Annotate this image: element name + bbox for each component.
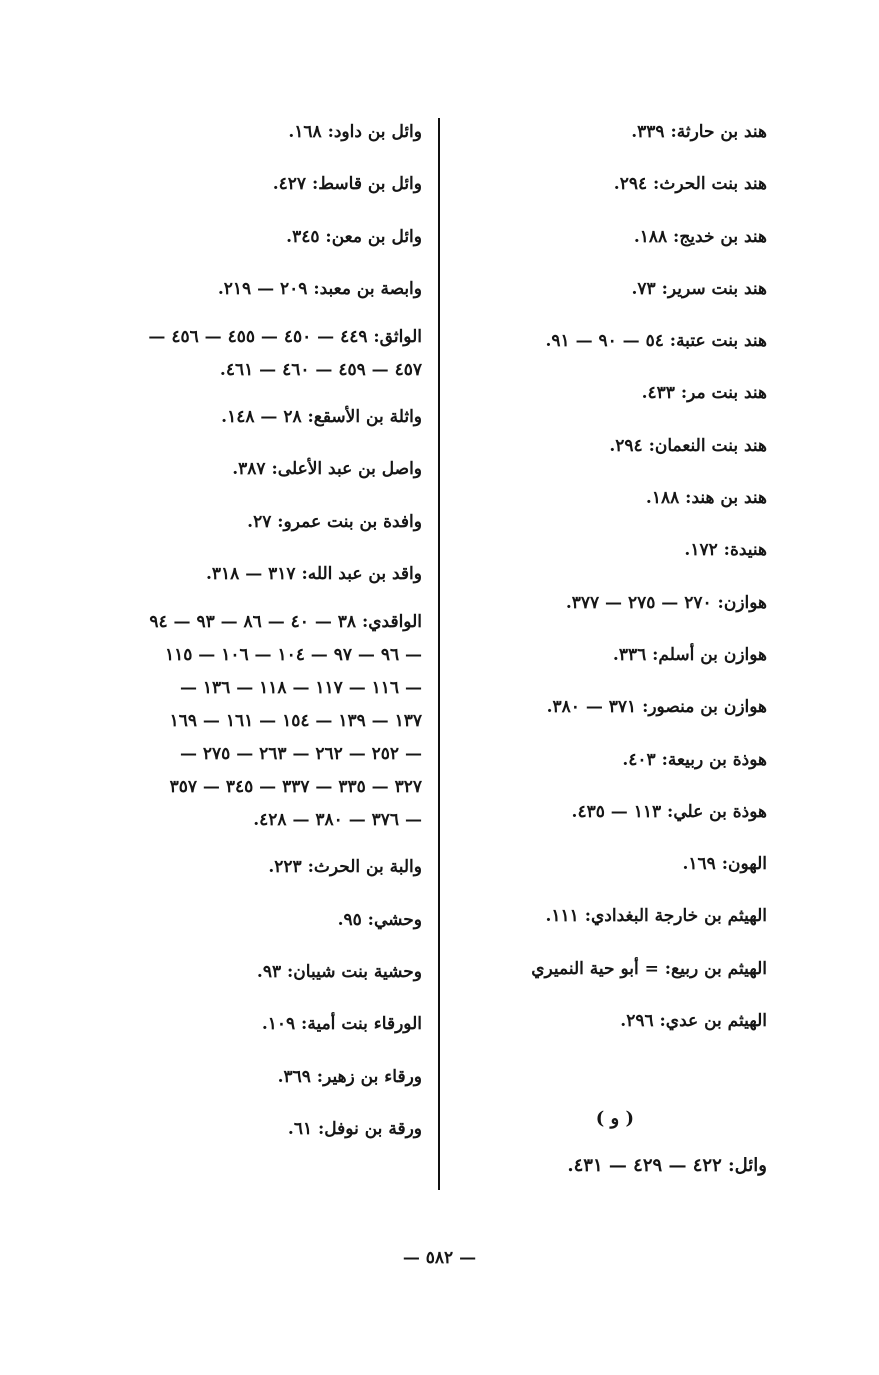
left-index-column [77,112,422,1161]
index-entry: هنيدة: ١٧٢. [684,540,767,561]
index-entry: وائل بن داود: ١٦٨. [288,122,422,142]
index-entry-wathiq [77,321,422,387]
index-entry-waqidi [77,606,422,837]
index-entry: هوازن بن أسلم: ٣٣٦. [612,644,767,665]
index-entry: الهيثم بن خارجة البغدادي: ١١١. [545,906,767,927]
entry-line: الواثق: ٤٤٩ — ٤٥٠ — ٤٥٥ — ٤٥٦ — [148,327,422,348]
index-entry: هوازن بن منصور: ٣٧١ — ٣٨٠. [546,697,767,718]
entry-line: الواقدي: ٣٨ — ٤٠ — ٨٦ — ٩٣ — ٩٤ [149,612,422,633]
index-entry: هند بنت النعمان: ٢٩٤. [609,435,767,456]
index-entry: وافدة بن بنت عمرو: ٢٧. [247,511,422,532]
index-entry: الورقاء بنت أمية: ١٠٩. [261,1014,422,1035]
index-entry: هند بن حارثة: ٣٣٩. [631,122,767,142]
index-entry: هند بنت عتبة: ٥٤ — ٩٠ — ٩١. [545,331,767,352]
section-heading: ( و ) [595,1108,634,1129]
index-entry: وحشي: ٩٥. [337,909,422,930]
index-entry: وائل بن معن: ٣٤٥. [286,226,422,247]
index-entry: هوذة بن علي: ١١٣ — ٤٣٥. [571,801,767,822]
index-entry: هند بنت الحرث: ٢٩٤. [613,174,767,195]
entry-line: — ١١٦ — ١١٧ — ١١٨ — ١٣٦ — [180,678,422,699]
index-entry: هند بن خديج: ١٨٨. [633,226,767,247]
index-entry: واقد بن عبد الله: ٣١٧ — ٣١٨. [205,564,422,585]
index-entry: واثلة بن الأسقع: ٢٨ — ١٤٨. [221,407,422,428]
index-entry: الهيثم بن ربيع: = أبو حية النميري [531,958,767,979]
index-entry: هند بن هند: ١٨٨. [645,488,767,509]
index-entry: وائل بن قاسط: ٤٢٧. [272,174,422,195]
entry-line: ٣٢٧ — ٣٣٥ — ٣٣٧ — ٣٤٥ — ٣٥٧ [169,777,422,798]
right-index-column [437,112,767,1053]
entry-line: ١٣٧ — ١٣٩ — ١٥٤ — ١٦١ — ١٦٩ [169,711,422,732]
index-entry: الهيثم بن عدي: ٢٩٦. [620,1011,767,1032]
index-entry: ورقاء بن زهير: ٣٦٩. [277,1066,422,1087]
index-entry: واصل بن عبد الأعلى: ٣٨٧. [232,459,422,480]
entry-line: — ٣٧٦ — ٣٨٠ — ٤٢٨. [253,810,422,831]
index-entry: هوازن: ٢٧٠ — ٢٧٥ — ٣٧٧. [565,592,767,613]
column-divider [438,118,440,1190]
index-entry: الهون: ١٦٩. [682,854,767,875]
index-entry: هند بنت سرير: ٧٣. [631,278,767,299]
entry-line: — ٢٥٢ — ٢٦٢ — ٢٦٣ — ٢٧٥ — [180,744,422,765]
index-entry: هند بنت مر: ٤٣٣. [641,383,767,404]
index-entry: هوذة بن ربيعة: ٤٠٣. [622,749,767,770]
page-number: — ٥٨٢ — [402,1248,477,1268]
index-entry: ورقة بن نوفل: ٦١. [287,1118,422,1139]
index-entry-wail: وائل: ٤٢٢ — ٤٢٩ — ٤٣١. [567,1155,767,1176]
index-entry: وحشية بنت شيبان: ٩٣. [256,961,422,982]
entry-line: ٤٥٧ — ٤٥٩ — ٤٦٠ — ٤٦١. [219,360,422,381]
entry-line: — ٩٦ — ٩٧ — ١٠٤ — ١٠٦ — ١١٥ [164,645,422,666]
index-entry: وابصة بن معبد: ٢٠٩ — ٢١٩. [217,278,422,299]
index-entry: والبة بن الحرث: ٢٢٣. [268,857,422,878]
